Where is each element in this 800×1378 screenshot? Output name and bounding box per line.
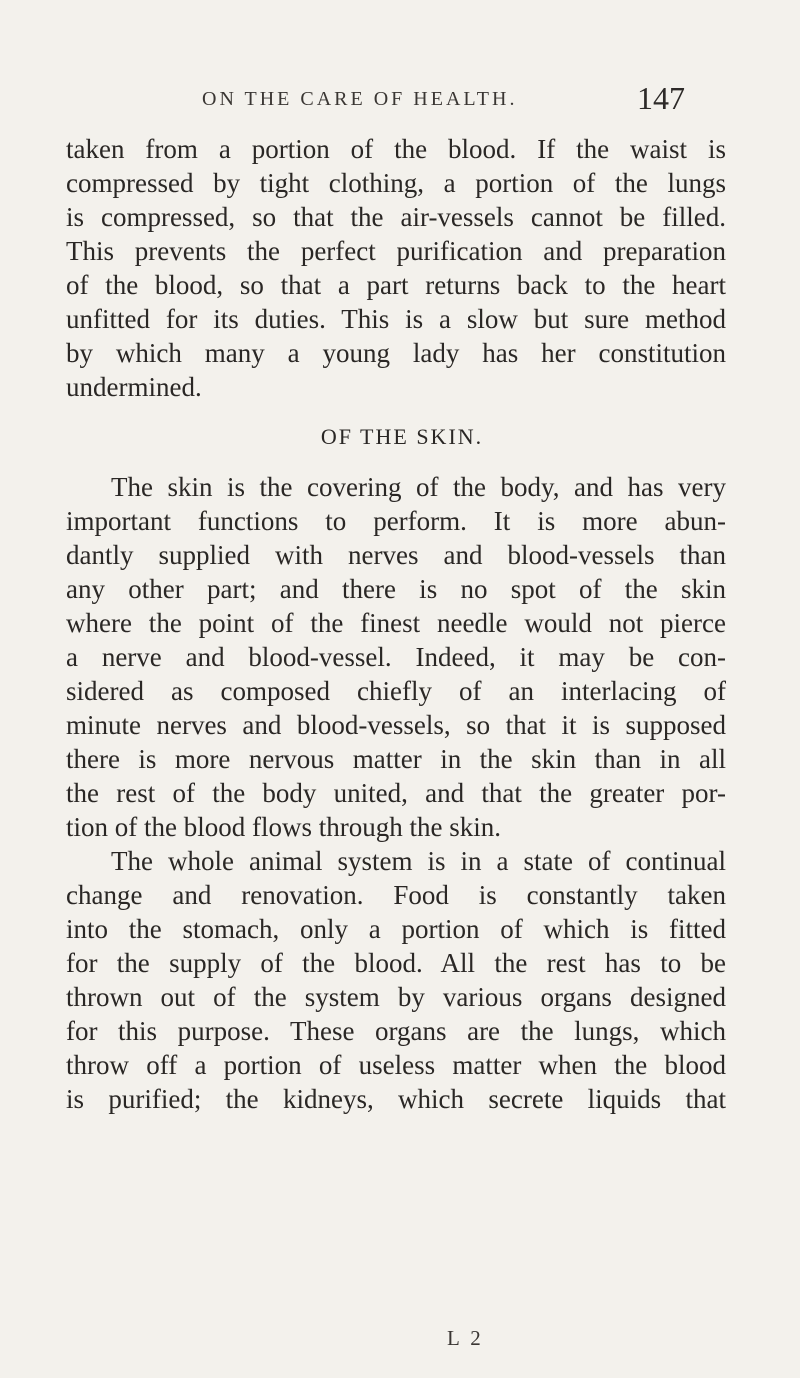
text-line: dantly supplied with nerves and blood-vessels than xyxy=(66,540,726,570)
page-header xyxy=(0,80,800,126)
text-line: unfitted for its duties. This is a slow but sure method xyxy=(66,304,726,334)
running-head: ON THE CARE OF HEALTH. xyxy=(202,88,518,110)
text-line: is compressed, so that the air-vessels cannot be filled. xyxy=(66,202,726,232)
text-line: important functions to perform. It is more abun- xyxy=(66,506,726,536)
text-line: of the blood, so that a part returns back to the heart xyxy=(66,270,726,300)
paragraph-skin xyxy=(66,470,726,844)
text-line: by which many a young lady has her constitution xyxy=(66,338,726,368)
text-line: the rest of the body united, and that the greater por- xyxy=(66,778,726,808)
text-line: The skin is the covering of the body, and has very xyxy=(111,472,726,502)
text-line: sidered as composed chiefly of an interlacing of xyxy=(66,676,726,706)
text-line: compressed by tight clothing, a portion of the lungs xyxy=(66,168,726,198)
text-line: any other part; and there is no spot of the skin xyxy=(66,574,726,604)
text-line: change and renovation. Food is constantly taken xyxy=(66,880,726,910)
text-line: is purified; the kidneys, which secrete liquids that xyxy=(66,1084,726,1114)
text-line: a nerve and blood-vessel. Indeed, it may be con- xyxy=(66,642,726,672)
page-number: 147 xyxy=(637,80,685,116)
text-line: The whole animal system is in a state of continual xyxy=(111,846,726,876)
body-text xyxy=(66,132,726,1116)
signature-mark: L 2 xyxy=(447,1326,484,1350)
text-line: undermined. xyxy=(66,372,202,402)
text-line: minute nerves and blood-vessels, so that it is supposed xyxy=(66,710,726,740)
text-line: into the stomach, only a portion of which is fitted xyxy=(66,914,726,944)
text-line: for the supply of the blood. All the rest has to be xyxy=(66,948,726,978)
text-line: there is more nervous matter in the skin than in all xyxy=(66,744,726,774)
paragraph-continued xyxy=(66,132,726,404)
text-line: This prevents the perfect purification and preparation xyxy=(66,236,726,266)
text-line: where the point of the finest needle would not pierce xyxy=(66,608,726,638)
text-line: thrown out of the system by various organs designed xyxy=(66,982,726,1012)
text-line: tion of the blood flows through the skin. xyxy=(66,812,501,842)
text-line: for this purpose. These organs are the lungs, which xyxy=(66,1016,726,1046)
section-heading: OF THE SKIN. xyxy=(320,424,484,449)
text-line: taken from a portion of the blood. If the waist is xyxy=(66,134,726,164)
text-line: throw off a portion of useless matter when the blood xyxy=(66,1050,726,1080)
paragraph-animal-system xyxy=(66,844,726,1116)
